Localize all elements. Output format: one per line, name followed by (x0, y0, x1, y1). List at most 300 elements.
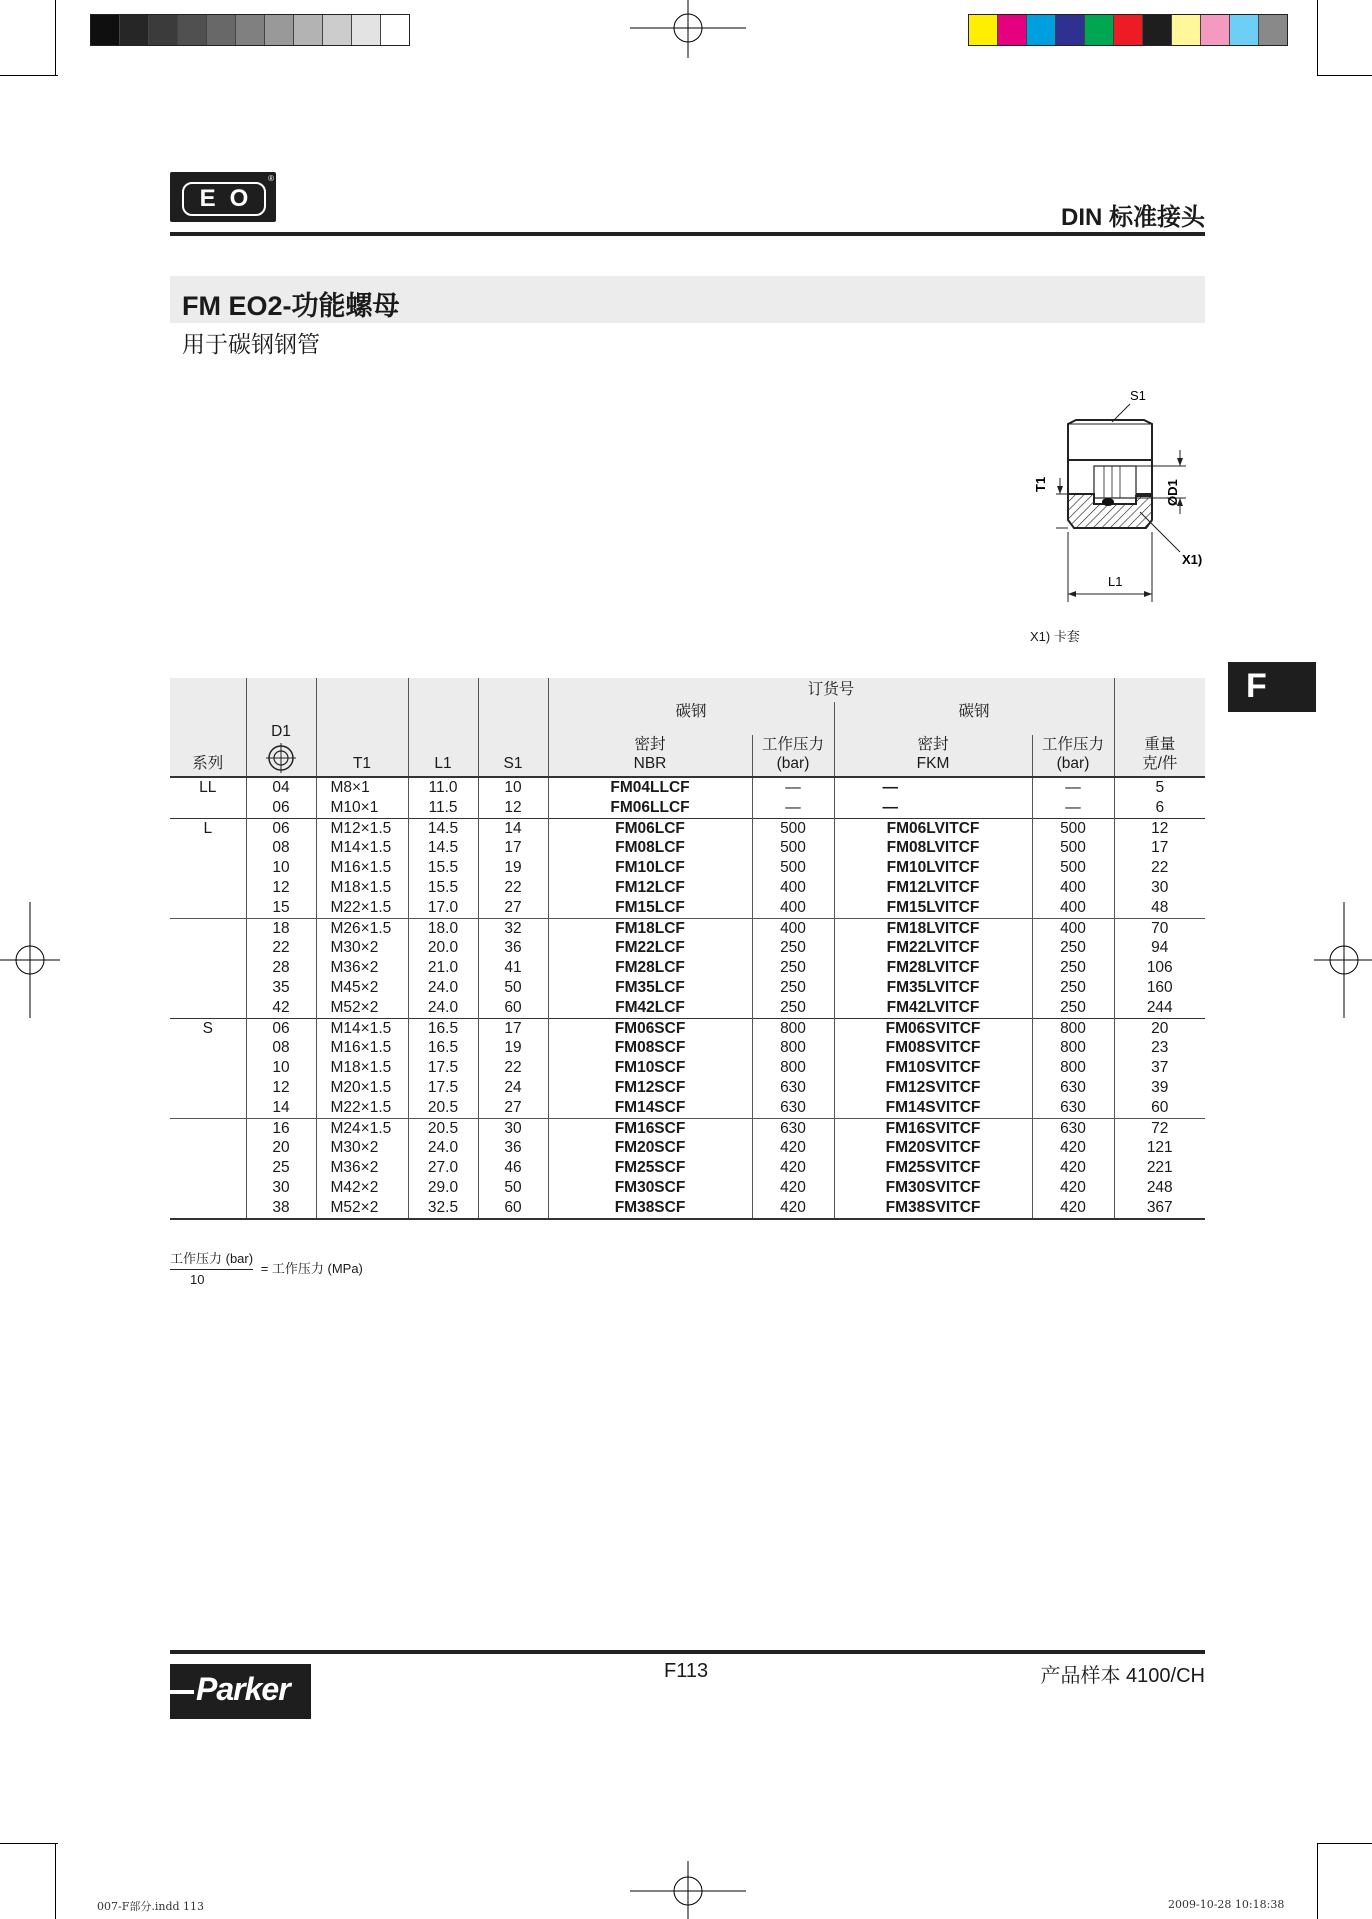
cell-p1: 500 (752, 838, 834, 858)
cell-s1: 36 (478, 938, 548, 958)
cell-l1: 17.5 (408, 1058, 478, 1078)
cell-p1: 630 (752, 1118, 834, 1138)
cell-w: 30 (1114, 878, 1205, 898)
table-row (170, 958, 1205, 978)
cell-p1: 400 (752, 878, 834, 898)
cell-p1: 500 (752, 818, 834, 838)
cell-series (170, 938, 246, 958)
eo-logo (170, 172, 276, 222)
process-color-bar (968, 14, 1288, 46)
cell-l1: 14.5 (408, 818, 478, 838)
cell-nbr: FM15LCF (548, 898, 752, 918)
cell-l1: 20.5 (408, 1118, 478, 1138)
cell-l1: 16.5 (408, 1018, 478, 1038)
table-row (170, 777, 1205, 798)
cell-nbr: FM08LCF (548, 838, 752, 858)
header-weight-1: 重量 (1144, 736, 1176, 753)
cell-t1: M42×2 (316, 1178, 408, 1198)
cell-nbr: FM04LLCF (548, 777, 752, 798)
header-seal-nbr (548, 735, 752, 777)
section-title: DIN 标准接头 (1061, 204, 1205, 231)
cell-t1: M10×1 (316, 798, 408, 818)
cell-t1: M14×1.5 (316, 1018, 408, 1038)
color-swatch (264, 15, 293, 45)
cell-w: 60 (1114, 1098, 1205, 1118)
header-d1 (246, 678, 316, 777)
page-number: F113 (664, 1660, 709, 1682)
cell-p2: 400 (1032, 878, 1114, 898)
cell-d1: 06 (246, 818, 316, 838)
cell-p2: 250 (1032, 938, 1114, 958)
header-pressure-nbr-1: 工作压力 (761, 736, 824, 753)
color-swatch (1084, 15, 1113, 45)
t1-label: T1 (1033, 476, 1048, 492)
color-swatch (1200, 15, 1229, 45)
parker-logo-text: Parker (196, 1671, 290, 1707)
table-row (170, 1158, 1205, 1178)
cell-series (170, 998, 246, 1018)
cell-series (170, 1038, 246, 1058)
cell-w: 244 (1114, 998, 1205, 1018)
table-row (170, 938, 1205, 958)
formula-denominator: 10 (190, 1272, 205, 1287)
cell-t1: M12×1.5 (316, 818, 408, 838)
cell-p2: 420 (1032, 1178, 1114, 1198)
cell-s1: 41 (478, 958, 548, 978)
color-swatch (206, 15, 235, 45)
cell-p1: 630 (752, 1078, 834, 1098)
cell-p1: 800 (752, 1038, 834, 1058)
cell-w: 221 (1114, 1158, 1205, 1178)
cell-series: LL (170, 777, 246, 798)
color-swatch (177, 15, 206, 45)
cell-t1: M16×1.5 (316, 858, 408, 878)
cell-nbr: FM20SCF (548, 1138, 752, 1158)
cell-p1: 420 (752, 1198, 834, 1219)
cell-d1: 42 (246, 998, 316, 1018)
cell-l1: 16.5 (408, 1038, 478, 1058)
cell-p1: 250 (752, 998, 834, 1018)
cell-w: 70 (1114, 918, 1205, 938)
cell-nbr: FM22LCF (548, 938, 752, 958)
header-s1: S1 (478, 678, 548, 777)
cell-fkm: FM12SVITCF (834, 1078, 1032, 1098)
product-table-body (170, 777, 1205, 1219)
color-swatch (969, 15, 997, 45)
cell-d1: 22 (246, 938, 316, 958)
header-rule (170, 232, 1205, 236)
table-row (170, 1198, 1205, 1219)
cell-s1: 60 (478, 1198, 548, 1219)
cell-l1: 29.0 (408, 1178, 478, 1198)
cell-series (170, 1098, 246, 1118)
cell-t1: M36×2 (316, 958, 408, 978)
header-steel-right: 碳钢 (834, 702, 1114, 735)
cell-p1: 420 (752, 1178, 834, 1198)
footer-rule (170, 1650, 1205, 1654)
cell-series: S (170, 1018, 246, 1038)
cell-p2: 250 (1032, 958, 1114, 978)
header-series: 系列 (170, 678, 246, 777)
cell-s1: 22 (478, 1058, 548, 1078)
cell-t1: M52×2 (316, 1198, 408, 1219)
cell-t1: M45×2 (316, 978, 408, 998)
cell-p1: 800 (752, 1018, 834, 1038)
cell-fkm: FM08SVITCF (834, 1038, 1032, 1058)
cell-series (170, 1078, 246, 1098)
cell-w: 121 (1114, 1138, 1205, 1158)
header-t1: T1 (316, 678, 408, 777)
grayscale-color-bar (90, 14, 410, 46)
header-pressure-nbr-2: (bar) (776, 755, 810, 772)
cell-w: 94 (1114, 938, 1205, 958)
cell-t1: M8×1 (316, 777, 408, 798)
crop-mark (55, 0, 56, 76)
color-swatch (380, 15, 409, 45)
crop-mark (1317, 75, 1372, 76)
cell-p1: 420 (752, 1158, 834, 1178)
cell-p2: — (1032, 798, 1114, 818)
table-row (170, 1178, 1205, 1198)
header-pressure-fkm-1: 工作压力 (1041, 736, 1104, 753)
cell-w: 12 (1114, 818, 1205, 838)
cell-w: 106 (1114, 958, 1205, 978)
cell-d1: 10 (246, 858, 316, 878)
cell-t1: M14×1.5 (316, 838, 408, 858)
header-l1: L1 (408, 678, 478, 777)
header-seal-fkm-2: FKM (916, 755, 950, 772)
color-swatch (1113, 15, 1142, 45)
cell-d1: 06 (246, 1018, 316, 1038)
cell-w: 22 (1114, 858, 1205, 878)
cell-nbr: FM10SCF (548, 1058, 752, 1078)
cell-w: 20 (1114, 1018, 1205, 1038)
cell-l1: 21.0 (408, 958, 478, 978)
cell-p1: 250 (752, 938, 834, 958)
cell-w: 39 (1114, 1078, 1205, 1098)
header-d1-label: D1 (271, 723, 291, 740)
cell-series (170, 978, 246, 998)
cell-t1: M18×1.5 (316, 1058, 408, 1078)
color-swatch (1142, 15, 1171, 45)
cell-nbr: FM16SCF (548, 1118, 752, 1138)
cell-l1: 20.5 (408, 1098, 478, 1118)
table-row (170, 798, 1205, 818)
cell-s1: 32 (478, 918, 548, 938)
cell-l1: 14.5 (408, 838, 478, 858)
cell-p2: 630 (1032, 1098, 1114, 1118)
eo-logo-text: EO (182, 182, 266, 216)
cell-fkm: FM15LVITCF (834, 898, 1032, 918)
nut-drawing (1020, 380, 1220, 640)
cell-nbr: FM08SCF (548, 1038, 752, 1058)
title-band (170, 276, 1205, 323)
cell-p1: 630 (752, 1098, 834, 1118)
cell-s1: 14 (478, 818, 548, 838)
cell-t1: M22×1.5 (316, 1098, 408, 1118)
table-row (170, 1118, 1205, 1138)
cell-series (170, 798, 246, 818)
header-weight-2: 克/件 (1142, 755, 1178, 772)
cell-p2: 500 (1032, 818, 1114, 838)
d1-label: ØD1 (1165, 479, 1180, 506)
cell-s1: 46 (478, 1158, 548, 1178)
cell-fkm: FM14SVITCF (834, 1098, 1032, 1118)
cell-nbr: FM12LCF (548, 878, 752, 898)
cell-p1: 800 (752, 1058, 834, 1078)
cell-p2: 420 (1032, 1158, 1114, 1178)
cell-p2: — (1032, 777, 1114, 798)
formula-numerator: 工作压力 (bar) (170, 1248, 253, 1270)
x1-label: X1) (1182, 552, 1203, 567)
cell-t1: M52×2 (316, 998, 408, 1018)
cell-t1: M22×1.5 (316, 898, 408, 918)
cell-fkm: FM30SVITCF (834, 1178, 1032, 1198)
color-swatch (1171, 15, 1200, 45)
cell-w: 367 (1114, 1198, 1205, 1219)
cell-w: 6 (1114, 798, 1205, 818)
cell-l1: 24.0 (408, 978, 478, 998)
cell-l1: 11.0 (408, 777, 478, 798)
cell-d1: 15 (246, 898, 316, 918)
cell-series (170, 918, 246, 938)
cell-l1: 32.5 (408, 1198, 478, 1219)
cell-w: 160 (1114, 978, 1205, 998)
cell-s1: 50 (478, 978, 548, 998)
cell-series (170, 898, 246, 918)
diagram-note: X1) 卡套 (1030, 629, 1080, 644)
cell-t1: M30×2 (316, 938, 408, 958)
cell-fkm: FM08LVITCF (834, 838, 1032, 858)
cell-s1: 27 (478, 898, 548, 918)
cell-d1: 08 (246, 838, 316, 858)
cell-nbr: FM14SCF (548, 1098, 752, 1118)
cell-fkm: FM06LVITCF (834, 818, 1032, 838)
header-seal-fkm-1: 密封 (917, 736, 949, 753)
cell-w: 5 (1114, 777, 1205, 798)
cell-d1: 10 (246, 1058, 316, 1078)
cell-d1: 06 (246, 798, 316, 818)
table-row (170, 998, 1205, 1018)
table-row (170, 1078, 1205, 1098)
pressure-formula (170, 1248, 363, 1287)
cell-w: 17 (1114, 838, 1205, 858)
cell-d1: 20 (246, 1138, 316, 1158)
cell-t1: M18×1.5 (316, 878, 408, 898)
cell-w: 248 (1114, 1178, 1205, 1198)
color-swatch (293, 15, 322, 45)
table-row (170, 1098, 1205, 1118)
cell-t1: M24×1.5 (316, 1118, 408, 1138)
cell-fkm: FM18LVITCF (834, 918, 1032, 938)
header-seal-nbr-2: NBR (633, 755, 667, 772)
header-pressure-nbr (752, 735, 834, 777)
cell-s1: 27 (478, 1098, 548, 1118)
cell-nbr: FM12SCF (548, 1078, 752, 1098)
color-swatch (148, 15, 177, 45)
section-tab (1228, 662, 1316, 712)
cell-p2: 800 (1032, 1038, 1114, 1058)
table-row (170, 818, 1205, 838)
registration-mark-icon (628, 0, 748, 60)
header-weight (1114, 678, 1205, 777)
cell-t1: M16×1.5 (316, 1038, 408, 1058)
table-row (170, 858, 1205, 878)
cell-d1: 18 (246, 918, 316, 938)
cell-l1: 15.5 (408, 878, 478, 898)
cell-t1: M30×2 (316, 1138, 408, 1158)
table-row (170, 1138, 1205, 1158)
crop-mark (55, 1843, 56, 1919)
header-steel-left: 碳钢 (548, 702, 834, 735)
cell-series (170, 1198, 246, 1219)
table-row (170, 918, 1205, 938)
cell-fkm: FM28LVITCF (834, 958, 1032, 978)
table-row (170, 978, 1205, 998)
cell-nbr: FM30SCF (548, 1178, 752, 1198)
color-swatch (91, 15, 119, 45)
cell-w: 72 (1114, 1118, 1205, 1138)
cell-d1: 28 (246, 958, 316, 978)
cell-d1: 30 (246, 1178, 316, 1198)
cell-fkm: FM06SVITCF (834, 1018, 1032, 1038)
formula-result: = 工作压力 (MPa) (260, 1261, 363, 1276)
cell-d1: 35 (246, 978, 316, 998)
cell-fkm: FM10LVITCF (834, 858, 1032, 878)
cell-w: 48 (1114, 898, 1205, 918)
cell-fkm: FM22LVITCF (834, 938, 1032, 958)
cell-series (170, 958, 246, 978)
cell-l1: 24.0 (408, 998, 478, 1018)
cell-nbr: FM28LCF (548, 958, 752, 978)
color-swatch (322, 15, 351, 45)
product-table (170, 678, 1205, 1220)
cell-series (170, 1118, 246, 1138)
cell-nbr: FM38SCF (548, 1198, 752, 1219)
header-order-no: 订货号 (548, 678, 1114, 702)
date-slug: 2009-10-28 10:18:38 (1168, 1898, 1285, 1911)
cell-nbr: FM18LCF (548, 918, 752, 938)
cell-p1: 420 (752, 1138, 834, 1158)
cell-fkm: FM38SVITCF (834, 1198, 1032, 1219)
color-swatch (1055, 15, 1084, 45)
cell-p2: 500 (1032, 858, 1114, 878)
cell-l1: 18.0 (408, 918, 478, 938)
cell-nbr: FM10LCF (548, 858, 752, 878)
cell-p1: — (752, 777, 834, 798)
cell-s1: 12 (478, 798, 548, 818)
cell-fkm: FM25SVITCF (834, 1158, 1032, 1178)
crop-mark (1317, 1843, 1318, 1919)
cell-t1: M20×1.5 (316, 1078, 408, 1098)
cell-p1: 400 (752, 918, 834, 938)
cell-l1: 20.0 (408, 938, 478, 958)
cell-p2: 500 (1032, 838, 1114, 858)
diameter-symbol-icon (266, 743, 296, 773)
table-row (170, 898, 1205, 918)
crop-mark (1317, 1843, 1372, 1844)
cell-d1: 04 (246, 777, 316, 798)
cell-l1: 17.5 (408, 1078, 478, 1098)
page-subtitle: 用于碳钢钢管 (182, 331, 320, 357)
color-swatch (1026, 15, 1055, 45)
color-swatch (997, 15, 1026, 45)
cell-s1: 24 (478, 1078, 548, 1098)
cell-p2: 630 (1032, 1118, 1114, 1138)
registration-mark-icon (628, 1859, 748, 1919)
cell-p1: 500 (752, 858, 834, 878)
table-row (170, 1038, 1205, 1058)
s1-label: S1 (1130, 388, 1146, 403)
cell-l1: 17.0 (408, 898, 478, 918)
cell-p2: 630 (1032, 1078, 1114, 1098)
cell-d1: 16 (246, 1118, 316, 1138)
cell-l1: 24.0 (408, 1138, 478, 1158)
cell-d1: 12 (246, 1078, 316, 1098)
cell-fkm: FM10SVITCF (834, 1058, 1032, 1078)
registration-mark-icon (0, 900, 62, 1020)
cell-l1: 27.0 (408, 1158, 478, 1178)
cell-fkm: — (834, 798, 1032, 818)
cell-s1: 19 (478, 858, 548, 878)
color-swatch (235, 15, 264, 45)
cell-s1: 22 (478, 878, 548, 898)
color-swatch (119, 15, 148, 45)
cell-series (170, 838, 246, 858)
cell-p1: 250 (752, 978, 834, 998)
page-title: FM EO2-功能螺母 (182, 291, 400, 321)
cell-d1: 14 (246, 1098, 316, 1118)
cell-p2: 800 (1032, 1018, 1114, 1038)
cell-p2: 420 (1032, 1198, 1114, 1219)
cell-p2: 400 (1032, 898, 1114, 918)
cell-fkm: FM16SVITCF (834, 1118, 1032, 1138)
cell-fkm: FM20SVITCF (834, 1138, 1032, 1158)
catalog-number: 产品样本 4100/CH (1040, 1665, 1205, 1687)
cell-nbr: FM06LCF (548, 818, 752, 838)
crop-mark (0, 75, 58, 76)
registered-mark: ® (268, 174, 274, 183)
cell-fkm: FM35LVITCF (834, 978, 1032, 998)
cell-s1: 17 (478, 1018, 548, 1038)
cell-l1: 11.5 (408, 798, 478, 818)
cell-series (170, 878, 246, 898)
l1-label: L1 (1108, 574, 1123, 589)
cell-fkm: FM12LVITCF (834, 878, 1032, 898)
table-row (170, 1058, 1205, 1078)
cell-t1: M26×1.5 (316, 918, 408, 938)
cell-l1: 15.5 (408, 858, 478, 878)
cell-p1: — (752, 798, 834, 818)
file-slug: 007-F部分.indd 113 (97, 1900, 205, 1913)
cell-d1: 38 (246, 1198, 316, 1219)
registration-mark-icon (1312, 900, 1372, 1020)
header-seal-nbr-1: 密封 (634, 736, 666, 753)
cell-p2: 420 (1032, 1138, 1114, 1158)
cell-nbr: FM06SCF (548, 1018, 752, 1038)
cell-series (170, 1158, 246, 1178)
cell-nbr: FM42LCF (548, 998, 752, 1018)
cell-fkm: FM42LVITCF (834, 998, 1032, 1018)
cell-nbr: FM25SCF (548, 1158, 752, 1178)
crop-mark (1317, 0, 1318, 76)
section-tab-letter: F (1246, 667, 1267, 705)
cell-series (170, 858, 246, 878)
header-pressure-fkm (1032, 735, 1114, 777)
cell-nbr: FM06LLCF (548, 798, 752, 818)
crop-mark (0, 1843, 58, 1844)
cell-d1: 25 (246, 1158, 316, 1178)
